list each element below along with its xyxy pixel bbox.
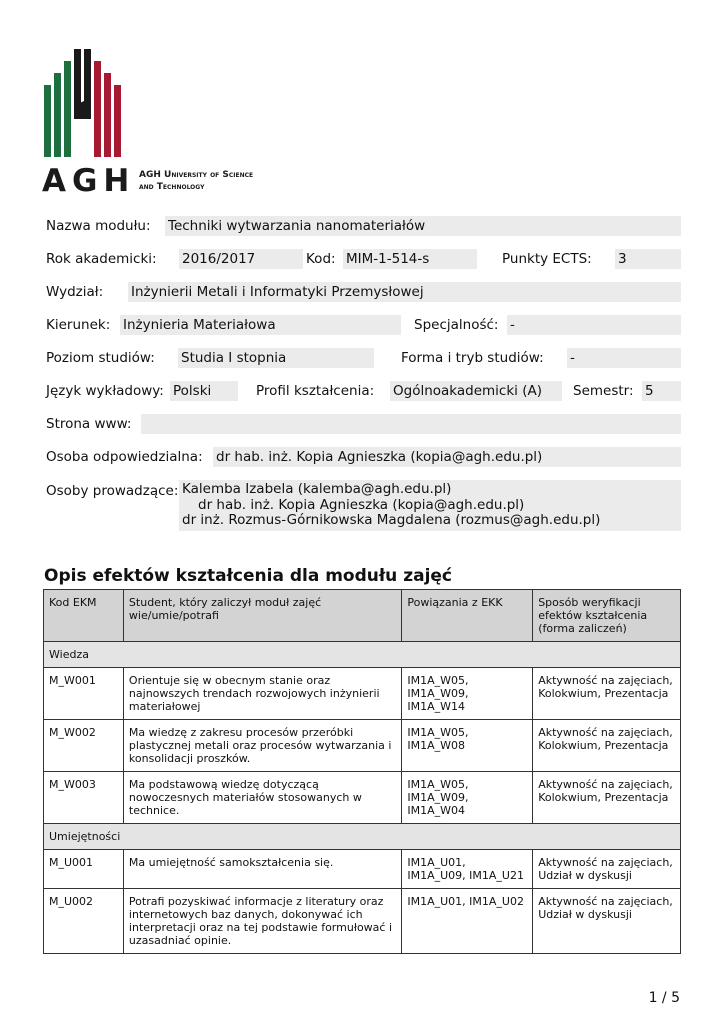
cell-opis: Ma umiejętność samokształcenia się. xyxy=(123,850,401,889)
table-row xyxy=(44,772,681,824)
kod-label: Kod: xyxy=(306,251,336,267)
www-label: Strona www: xyxy=(46,416,132,432)
header-sposob: Sposób weryfikacji efektów kształcenia (forma zaliczeń) xyxy=(533,590,681,642)
wydzial-label: Wydział: xyxy=(46,284,104,300)
osoba-label: Osoba odpowiedzialna: xyxy=(46,449,203,465)
poziom-value: Studia I stopnia xyxy=(178,348,374,368)
prowadzacy-3: dr inż. Rozmus-Górnikowska Magdalena (rozmus@agh.edu.pl) xyxy=(182,512,601,528)
cell-opis: Ma podstawową wiedzę dotyczącą nowoczesnych materiałów stosowanych w technice. xyxy=(123,772,401,824)
prowadzace-label: Osoby prowadzące: xyxy=(46,483,179,499)
group-label: Wiedza xyxy=(44,642,681,668)
group-row-umiejetnosci xyxy=(44,824,681,850)
cell-sposob: Aktywność na zajęciach, Kolokwium, Prezentacja xyxy=(533,772,681,824)
group-row-wiedza xyxy=(44,642,681,668)
kod-value: MIM-1-514-s xyxy=(343,249,477,269)
poziom-label: Poziom studiów: xyxy=(46,350,155,366)
cell-powiazania: IM1A_W05, IM1A_W09, IM1A_W14 xyxy=(402,668,533,720)
cell-opis: Orientuje się w obecnym stanie oraz najnowszych trendach rozwojowych inżynierii materiałowej xyxy=(123,668,401,720)
table-row xyxy=(44,889,681,954)
specjalnosc-label: Specjalność: xyxy=(414,317,499,333)
agh-acronym: AGH xyxy=(42,163,136,199)
cell-sposob: Aktywność na zajęciach, Udział w dyskusji xyxy=(533,850,681,889)
agh-logo xyxy=(40,45,275,200)
table-row xyxy=(44,668,681,720)
cell-kod: M_U002 xyxy=(44,889,124,954)
cell-sposob: Aktywność na zajęciach, Kolokwium, Prezentacja xyxy=(533,668,681,720)
specjalnosc-value: - xyxy=(507,315,681,335)
prowadzace-list xyxy=(179,480,681,531)
cell-opis: Ma wiedzę z zakresu procesów przeróbki plastycznej metali oraz procesów wytwarzania i konsolidacji proszków. xyxy=(123,720,401,772)
table-row xyxy=(44,720,681,772)
semestr-label: Semestr: xyxy=(573,383,634,399)
kierunek-label: Kierunek: xyxy=(46,317,111,333)
kierunek-value: Inżynieria Materiałowa xyxy=(120,315,401,335)
www-value xyxy=(141,414,681,434)
section-title: Opis efektów kształcenia dla modułu zajęć xyxy=(44,566,453,586)
page-number: 1 / 5 xyxy=(648,990,680,1006)
ects-value: 3 xyxy=(615,249,681,269)
table-row xyxy=(44,850,681,889)
cell-powiazania: IM1A_U01, IM1A_U09, IM1A_U21 xyxy=(402,850,533,889)
rok-value: 2016/2017 xyxy=(179,249,303,269)
table-header-row xyxy=(44,590,681,642)
profil-value: Ogólnoakademicki (A) xyxy=(390,381,562,401)
cell-powiazania: IM1A_W05, IM1A_W08 xyxy=(402,720,533,772)
cell-kod: M_W002 xyxy=(44,720,124,772)
nazwa-value: Techniki wytwarzania nanomateriałów xyxy=(165,216,681,236)
ects-label: Punkty ECTS: xyxy=(502,251,592,267)
cell-powiazania: IM1A_U01, IM1A_U02 xyxy=(402,889,533,954)
semestr-value: 5 xyxy=(642,381,681,401)
nazwa-label: Nazwa modułu: xyxy=(46,218,151,234)
forma-label: Forma i tryb studiów: xyxy=(401,350,544,366)
profil-label: Profil kształcenia: xyxy=(256,383,375,399)
prowadzacy-1: Kalemba Izabela (kalemba@agh.edu.pl) xyxy=(182,481,452,497)
jezyk-value: Polski xyxy=(170,381,238,401)
wydzial-value: Inżynierii Metali i Informatyki Przemysłowej xyxy=(128,282,681,302)
agh-name-line1: AGH University of Science xyxy=(139,170,254,180)
jezyk-label: Język wykładowy: xyxy=(46,383,164,399)
osoba-value: dr hab. inż. Kopia Agnieszka (kopia@agh.edu.pl) xyxy=(213,447,681,467)
efekty-table xyxy=(43,589,681,954)
agh-name-line2: and Technology xyxy=(139,182,205,192)
group-label: Umiejętności xyxy=(44,824,681,850)
header-kod: Kod EKM xyxy=(44,590,124,642)
cell-kod: M_U001 xyxy=(44,850,124,889)
forma-value: - xyxy=(567,348,681,368)
rok-label: Rok akademicki: xyxy=(46,251,157,267)
header-student: Student, który zaliczył moduł zajęć wie/umie/potrafi xyxy=(123,590,401,642)
agh-logo-mark xyxy=(40,45,124,157)
cell-powiazania: IM1A_W05, IM1A_W09, IM1A_W04 xyxy=(402,772,533,824)
cell-kod: M_W001 xyxy=(44,668,124,720)
cell-opis: Potrafi pozyskiwać informacje z literatury oraz internetowych baz danych, dokonywać ich interpretacji oraz na tej podstawie formułować i uzasadniać opinie. xyxy=(123,889,401,954)
header-powiazania: Powiązania z EKK xyxy=(402,590,533,642)
cell-sposob: Aktywność na zajęciach, Udział w dyskusji xyxy=(533,889,681,954)
cell-sposob: Aktywność na zajęciach, Kolokwium, Prezentacja xyxy=(533,720,681,772)
cell-kod: M_W003 xyxy=(44,772,124,824)
prowadzacy-2: dr hab. inż. Kopia Agnieszka (kopia@agh.edu.pl) xyxy=(198,496,525,513)
